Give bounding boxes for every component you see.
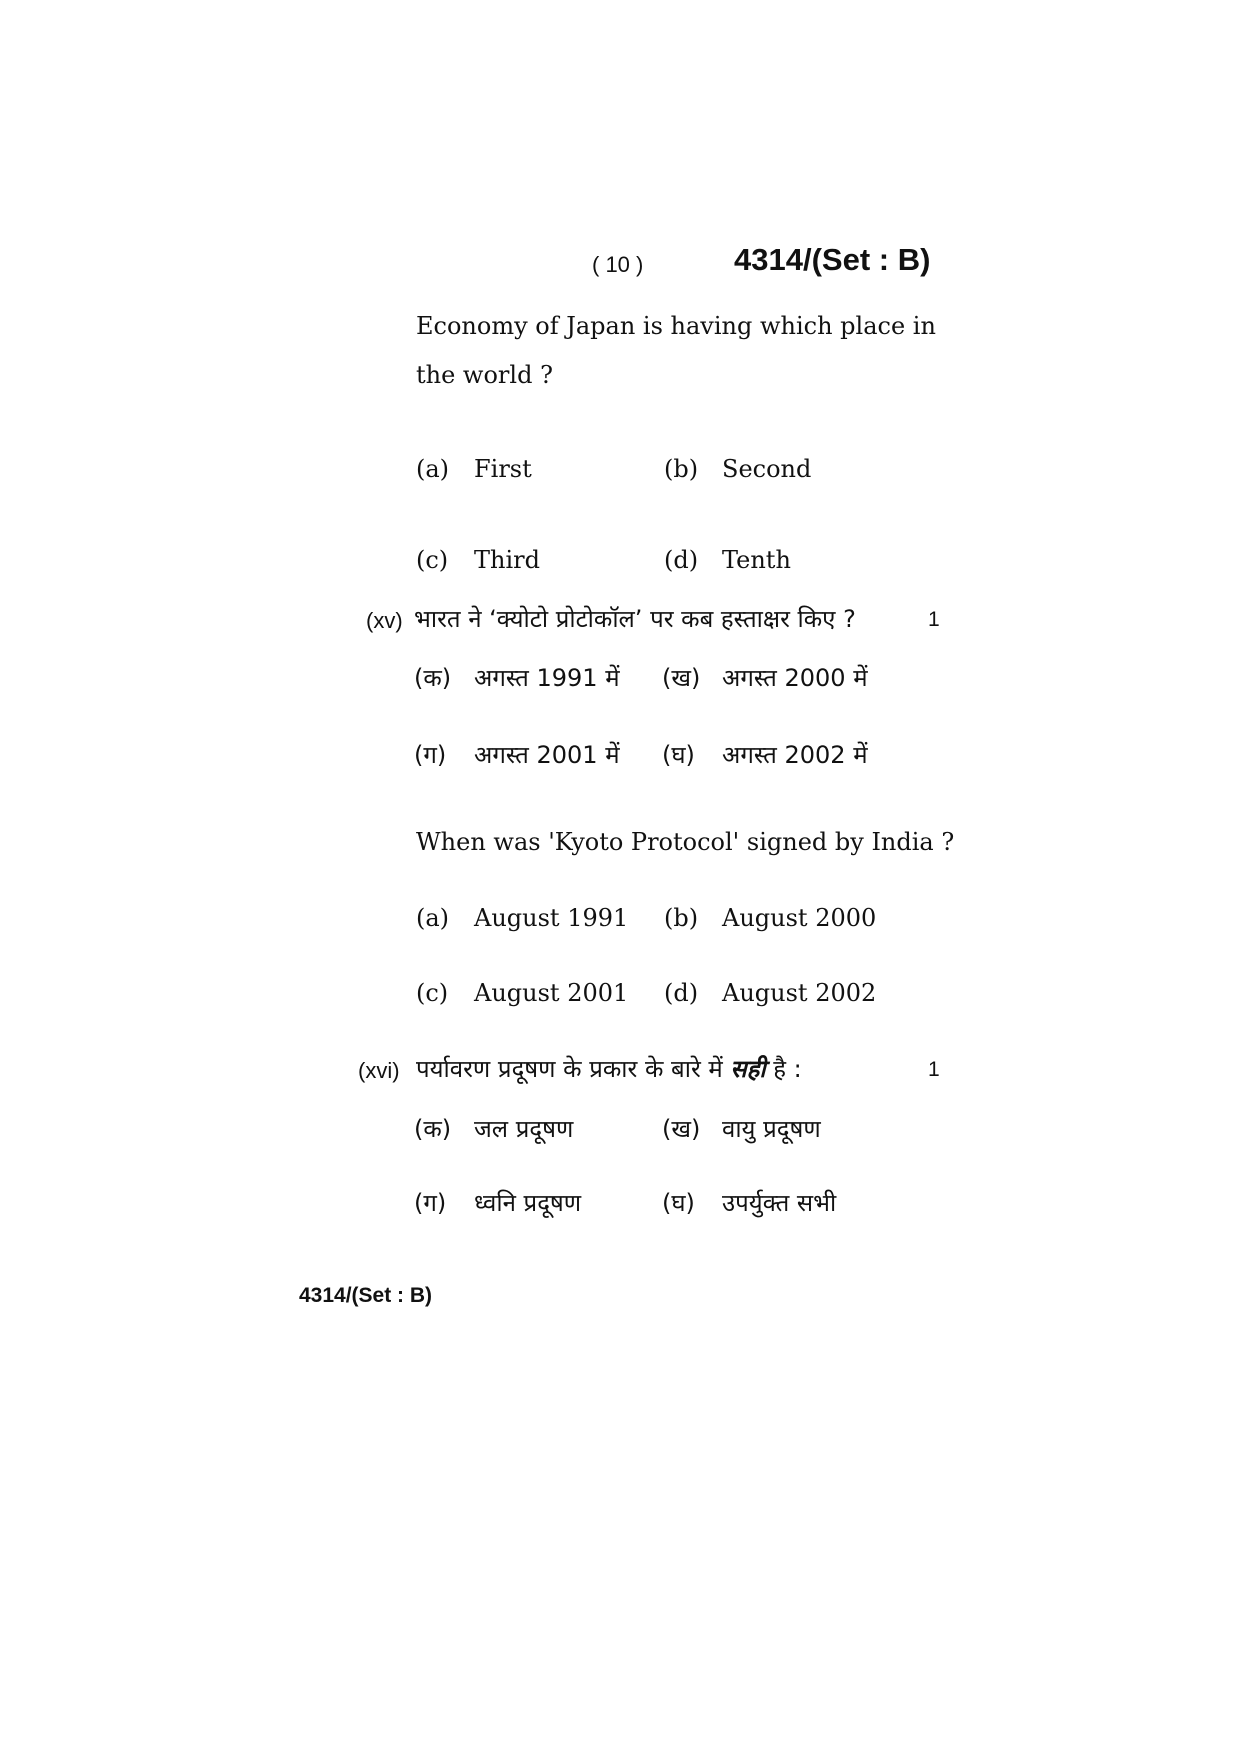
q16-marks: 1 [928,1058,940,1081]
paper-code-header: 4314/(Set : B) [734,242,931,277]
q15-number: (xv) [366,608,403,633]
q14-line-2: the world ? [416,361,553,389]
q15-en-option-d-text: August 2002 [722,979,877,1007]
q15-en-option-b-label: (b) [664,904,699,932]
q16-option-ka-label: (क) [414,1115,452,1143]
page-number: ( 10 ) [592,252,644,277]
q14-option-c-label: (c) [416,546,449,574]
q14-option-d-text: Tenth [722,546,791,574]
q15-marks: 1 [928,608,940,631]
q15-english-question: When was 'Kyoto Protocol' signed by India ? [416,828,955,856]
q16-option-ga-text: ध्वनि प्रदूषण [474,1189,582,1217]
q15-en-option-c-text: August 2001 [474,979,629,1007]
q15-en-option-c-label: (c) [416,979,449,1007]
q16-option-kha-label: (ख) [662,1115,701,1143]
q15-hi-option-kha-label: (ख) [662,664,701,692]
q15-hi-option-ga-text: अगस्त 2001 में [474,741,620,769]
q14-option-b-text: Second [722,455,812,483]
q14-option-d-label: (d) [664,546,699,574]
q15-hi-option-ka-label: (क) [414,664,452,692]
q16-number: (xvi) [358,1058,400,1083]
q16-text-before: पर्यावरण प्रदूषण के प्रकार के बारे में [416,1055,723,1083]
q16-text-after: है : [773,1055,802,1083]
q16-option-kha-text: वायु प्रदूषण [722,1115,821,1143]
q15-hi-option-kha-text: अगस्त 2000 में [722,664,868,692]
q14-line-1: Economy of Japan is having which place in [416,312,936,340]
q15-hi-option-gha-text: अगस्त 2002 में [722,741,868,769]
q15-en-option-d-label: (d) [664,979,699,1007]
q14-option-a-label: (a) [416,455,450,483]
q15-hi-option-gha-label: (घ) [662,741,695,769]
q15-en-option-a-label: (a) [416,904,450,932]
q15-en-option-a-text: August 1991 [474,904,629,932]
q14-option-a-text: First [474,455,532,483]
q14-option-b-label: (b) [664,455,699,483]
q16-hindi-question [416,1052,802,1085]
q16-option-ga-label: (ग) [414,1189,447,1217]
q15-hindi-question: भारत ने ‘क्योटो प्रोटोकॉल’ पर कब हस्ताक्षर किए ? [414,605,856,633]
q15-hi-option-ka-text: अगस्त 1991 में [474,664,620,692]
q16-emphasis: सही [730,1055,766,1083]
q14-option-c-text: Third [474,546,540,574]
paper-code-footer: 4314/(Set : B) [299,1284,433,1307]
q16-option-gha-text: उपर्युक्त सभी [722,1189,837,1217]
q16-option-gha-label: (घ) [662,1189,695,1217]
q15-hi-option-ga-label: (ग) [414,741,447,769]
q16-option-ka-text: जल प्रदूषण [474,1115,574,1143]
q15-en-option-b-text: August 2000 [722,904,877,932]
